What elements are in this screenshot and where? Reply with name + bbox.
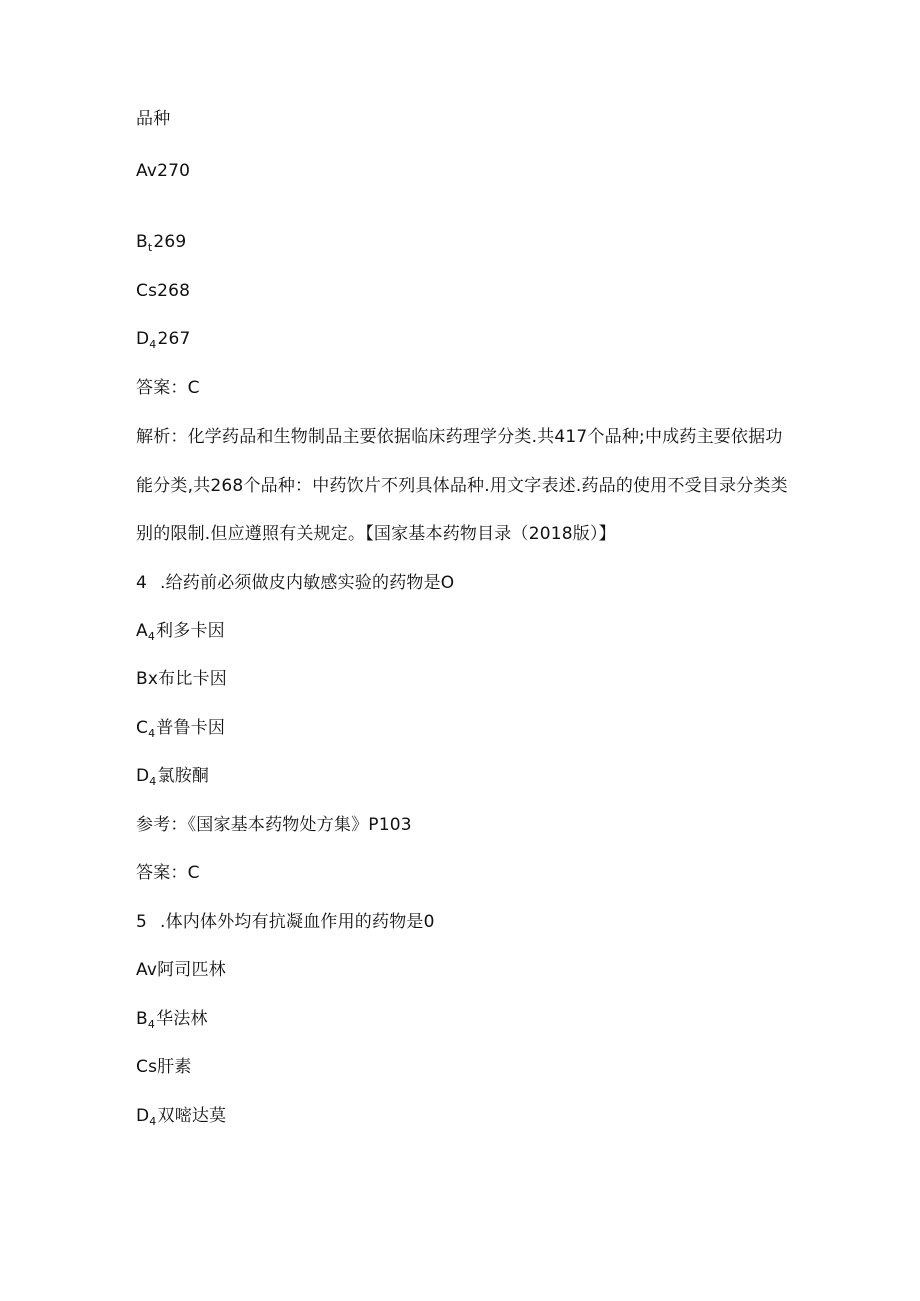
option-d: [136, 764, 209, 790]
question-number: 5: [136, 912, 148, 932]
option-mark: t: [147, 241, 153, 254]
option-text: 氯胺酮: [157, 766, 210, 786]
option-mark: v: [146, 960, 158, 980]
option-mark: s: [148, 281, 158, 301]
option-c: [136, 279, 190, 303]
option-mark: 4: [149, 1115, 157, 1128]
option-text: 268: [157, 281, 191, 301]
analysis-line-2: 能分类,共268个品种：中药饮片不列具体品种.用文字表述.药品的使用不受目录分类类: [136, 476, 788, 496]
option-text: 利多卡因: [156, 621, 225, 641]
option-c: [136, 716, 225, 742]
option-text: 双嘧达莫: [157, 1106, 227, 1126]
analysis-line-3: 别的限制.但应遵照有关规定。【国家基本药物目录（2018版）】: [136, 524, 616, 544]
option-letter: B: [136, 232, 148, 252]
option-a: [136, 619, 225, 645]
question-text: .给药前必须做皮内敏感实验的药物是O: [160, 573, 455, 593]
option-c: [136, 1055, 192, 1079]
option-text: 肝素: [157, 1057, 192, 1077]
option-mark: 4: [148, 727, 156, 740]
question-text: .体内体外均有抗凝血作用的药物是0: [160, 912, 435, 932]
option-mark: x: [147, 669, 159, 689]
option-mark: 4: [147, 1018, 156, 1031]
question-4-stem: [136, 571, 454, 595]
option-letter: B: [136, 669, 148, 689]
option-text: 华法林: [156, 1009, 208, 1029]
option-a: [136, 958, 226, 982]
option-text: 269: [153, 232, 187, 252]
option-mark: v: [146, 161, 158, 181]
question-stem-tail: 品种: [136, 109, 171, 129]
answer: 答案：C: [136, 378, 200, 398]
option-letter: D: [136, 1106, 150, 1126]
reference: 参考：《国家基本药物处方集》P103: [136, 815, 412, 835]
option-mark: s: [148, 1057, 158, 1077]
option-letter: D: [136, 329, 150, 349]
option-text: 布比卡因: [158, 669, 227, 689]
option-letter: B: [136, 1009, 148, 1029]
option-a: [136, 159, 190, 183]
option-text: 普鲁卡因: [156, 718, 226, 738]
option-b: [136, 667, 227, 691]
option-mark: 4: [149, 338, 157, 351]
option-d: [136, 327, 191, 353]
option-letter: A: [136, 960, 147, 980]
option-letter: C: [136, 718, 149, 738]
option-text: 270: [157, 161, 191, 181]
option-letter: C: [136, 281, 149, 301]
option-letter: D: [136, 766, 150, 786]
option-mark: 4: [147, 630, 156, 643]
option-b: [136, 1007, 208, 1033]
question-number: 4: [136, 573, 148, 593]
question-5-stem: [136, 910, 435, 934]
answer: 答案：C: [136, 863, 200, 883]
option-b: [136, 230, 186, 256]
analysis-line-1: 解析：化学药品和生物制品主要依据临床药理学分类.共417个品种;中成药主要依据功: [136, 427, 783, 447]
option-text: 267: [157, 329, 191, 349]
option-d: [136, 1104, 226, 1130]
option-letter: C: [136, 1057, 149, 1077]
option-text: 阿司匹林: [157, 960, 226, 980]
option-mark: 4: [149, 775, 157, 788]
option-letter: A: [136, 161, 147, 181]
option-letter: A: [136, 621, 148, 641]
